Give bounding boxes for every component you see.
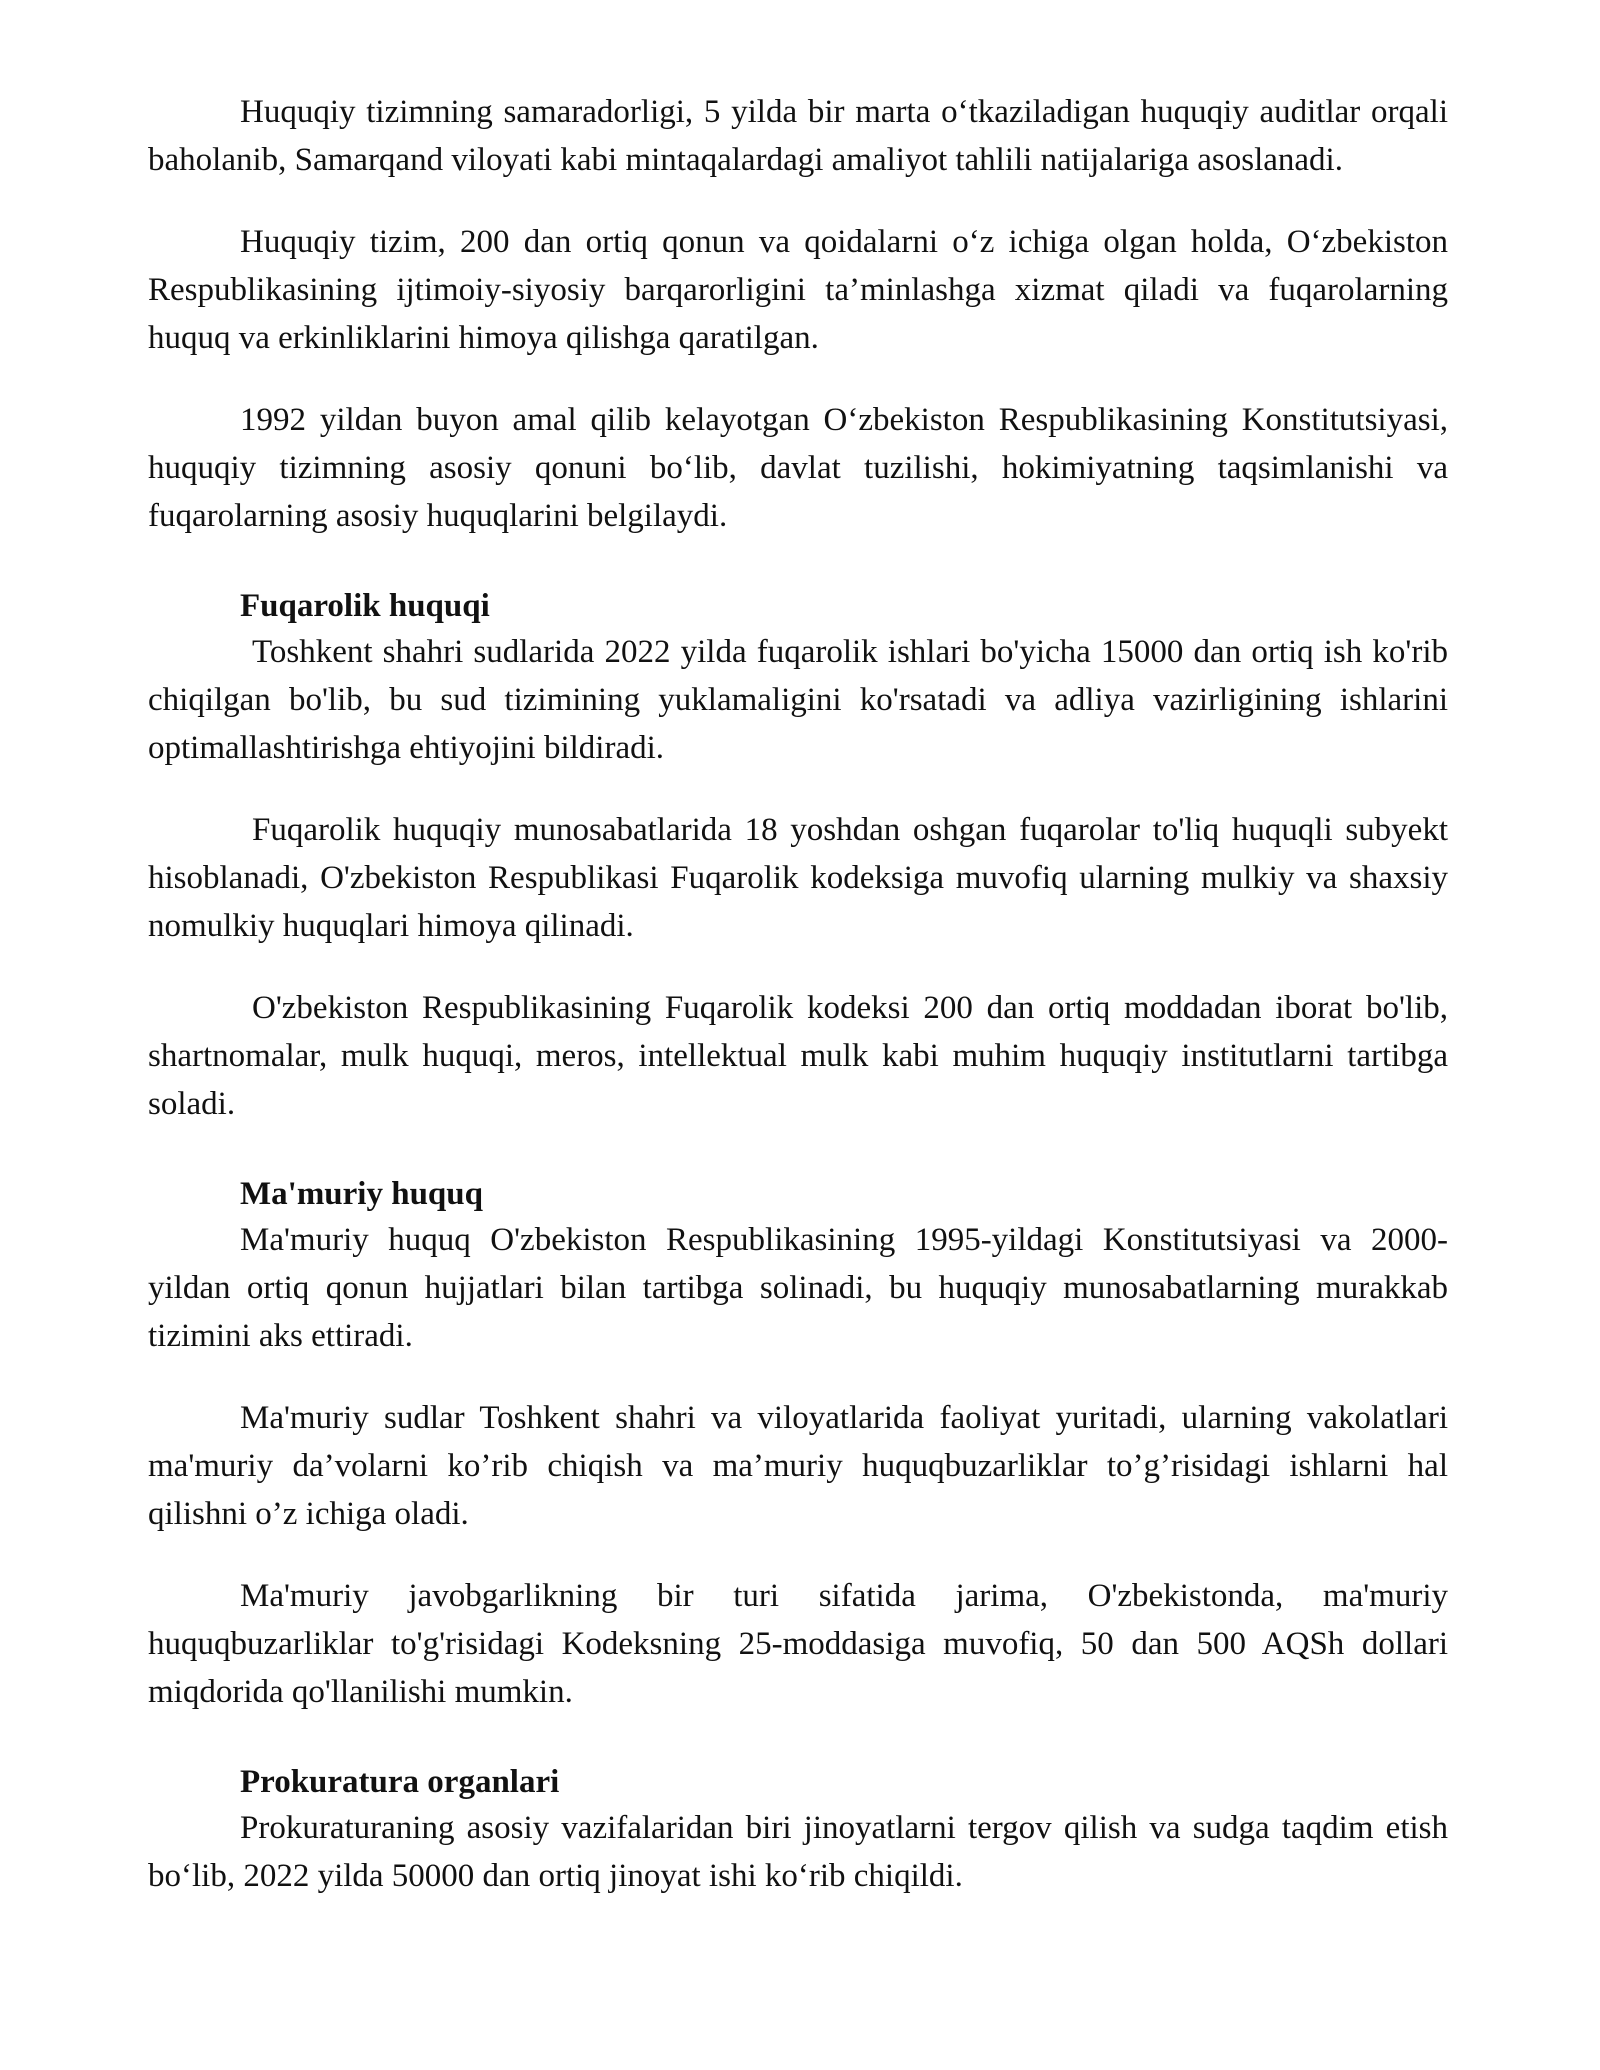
- administrative-paragraph-2: Ma'muriy sudlar Toshkent shahri va viloyatlarida faoliyat yuritadi, ularning vakolatlari ma'muriy da’volarni ko’rib chiqish va ma’muriy huquqbuzarliklar to’g’risidagi ishlarni hal qilishni o’z ichiga oladi.: [148, 1400, 1448, 1532]
- civil-paragraph-1: Toshkent shahri sudlarida 2022 yilda fuqarolik ishlari bo'yicha 15000 dan ortiq ish ko'rib chiqilgan bo'lib, bu sud tizimining yuklamaligini ko'rsatadi va adliya vazirligining ishlarini optimallashtirishga ehtiyojini bildiradi.: [148, 634, 1448, 766]
- administrative-paragraph-3: Ma'muriy javobgarlikning bir turi sifatida jarima, O'zbekistonda, ma'muriy huquqbuzarliklar to'g'risidagi Kodeksning 25-moddasiga muvofiq, 50 dan 500 AQSh dollari miqdorida qo'llanilishi mumkin.: [148, 1578, 1448, 1710]
- document-page: [148, 88, 1448, 1900]
- intro-paragraph-3: 1992 yildan buyon amal qilib kelayotgan O‘zbekiston Respublikasining Konstitutsiyasi, huquqiy tizimning asosiy qonuni bo‘lib, davlat tuzilishi, hokimiyatning taqsimlanishi va fuqarolarning asosiy huquqlarini belgilaydi.: [148, 402, 1448, 534]
- section-civil-law: [148, 584, 1448, 1128]
- section-prosecution-bodies: [148, 1760, 1448, 1900]
- civil-paragraph-3: O'zbekiston Respublikasining Fuqarolik kodeksi 200 dan ortiq moddadan iborat bo'lib, shartnomalar, mulk huquqi, meros, intellektual mulk kabi muhim huquqiy institutlarni tartibga soladi.: [148, 990, 1448, 1122]
- section-heading-civil-law: Fuqarolik huquqi: [240, 588, 490, 624]
- section-heading-prosecution-bodies: Prokuratura organlari: [240, 1764, 560, 1800]
- prosecution-paragraph-1: Prokuraturaning asosiy vazifalaridan biri jinoyatlarni tergov qilish va sudga taqdim etish bo‘lib, 2022 yilda 50000 dan ortiq jinoyat ishi ko‘rib chiqildi.: [148, 1810, 1448, 1894]
- administrative-paragraph-1: Ma'muriy huquq O'zbekiston Respublikasining 1995-yildagi Konstitutsiyasi va 2000-yildan ortiq qonun hujjatlari bilan tartibga solinadi, bu huquqiy munosabatlarning murakkab tizimini aks ettiradi.: [148, 1222, 1448, 1354]
- section-heading-administrative-law: Ma'muriy huquq: [240, 1176, 483, 1212]
- intro-paragraph-1: Huquqiy tizimning samaradorligi, 5 yilda bir marta o‘tkaziladigan huquqiy auditlar orqali baholanib, Samarqand viloyati kabi mintaqalardagi amaliyot tahlili natijalariga asoslanadi.: [148, 94, 1448, 178]
- intro-paragraph-2: Huquqiy tizim, 200 dan ortiq qonun va qoidalarni o‘z ichiga olgan holda, O‘zbekiston Respublikasining ijtimoiy-siyosiy barqarorligini ta’minlashga xizmat qiladi va fuqarolarning huquq va erkinliklarini himoya qilishga qaratilgan.: [148, 224, 1448, 356]
- civil-paragraph-2: Fuqarolik huquqiy munosabatlarida 18 yoshdan oshgan fuqarolar to'liq huquqli subyekt hisoblanadi, O'zbekiston Respublikasi Fuqarolik kodeksiga muvofiq ularning mulkiy va shaxsiy nomulkiy huquqlari himoya qilinadi.: [148, 812, 1448, 944]
- section-administrative-law: [148, 1172, 1448, 1716]
